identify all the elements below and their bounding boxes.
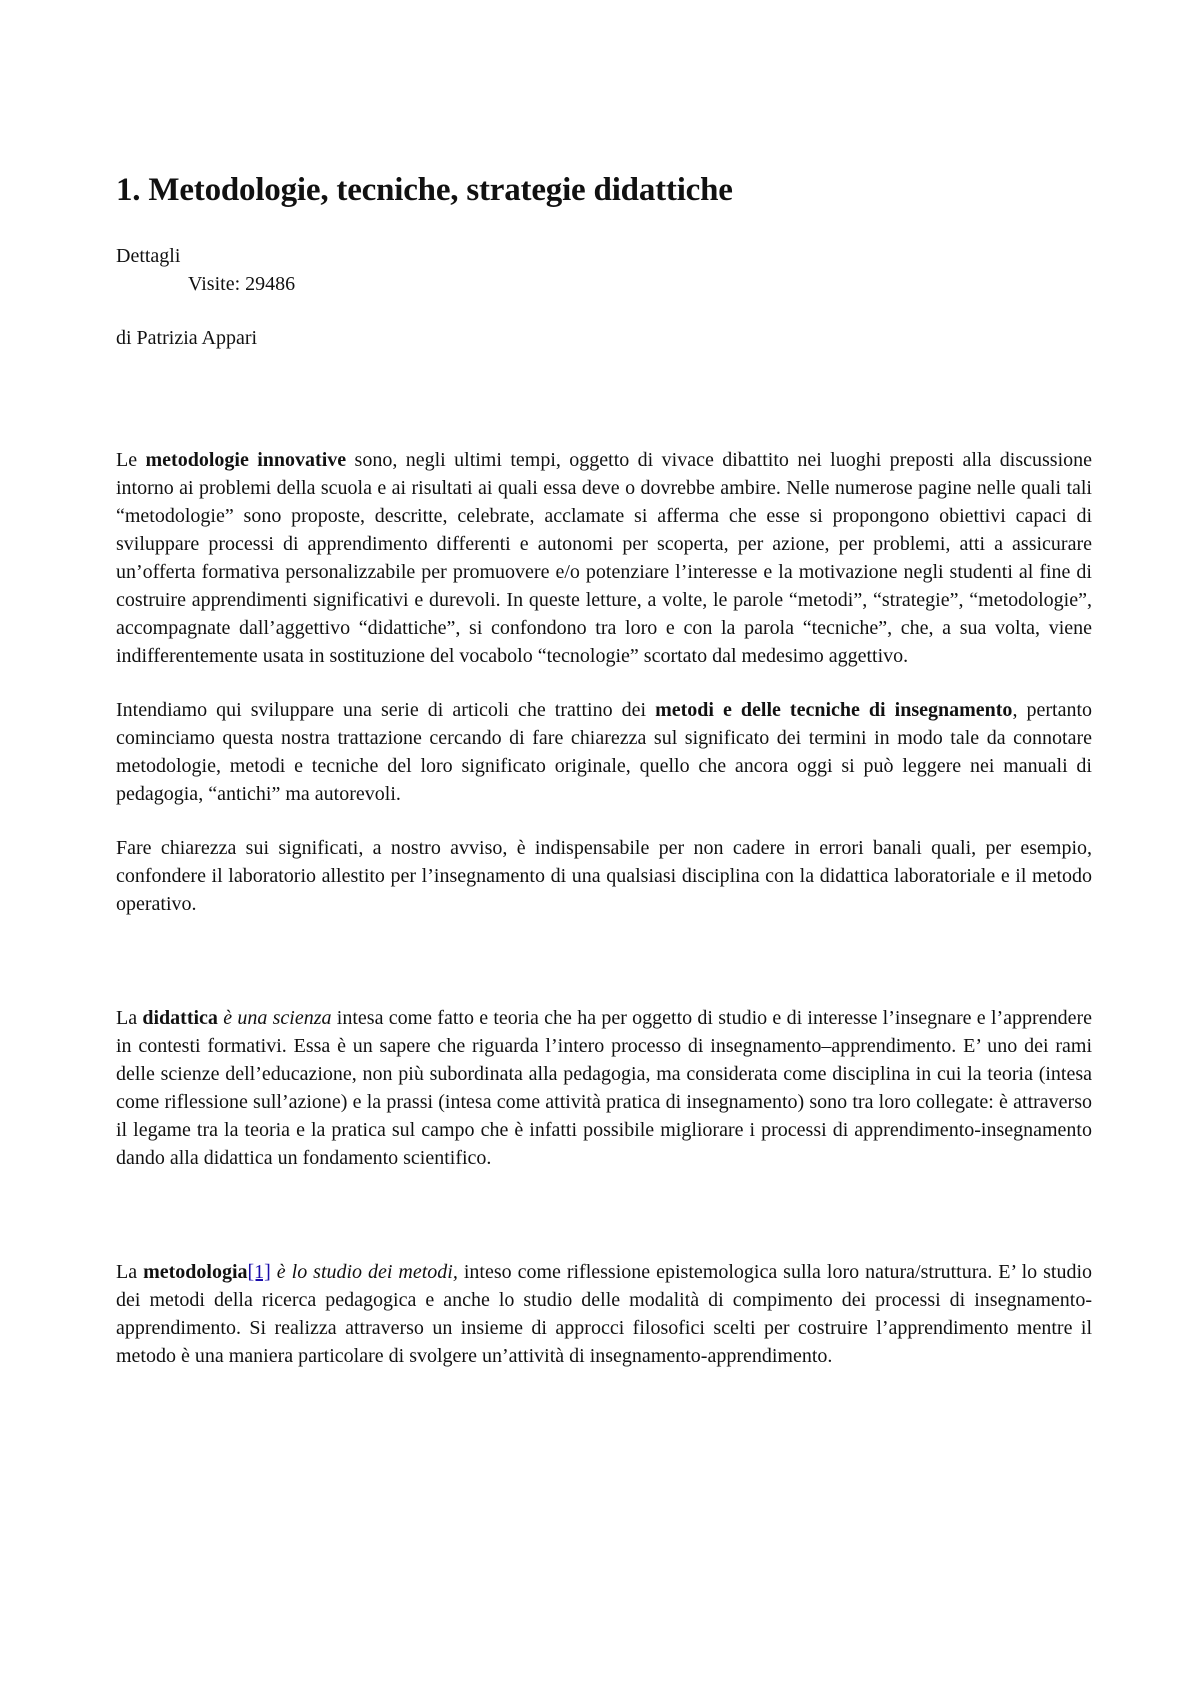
p5-bold-term xyxy=(143,1261,271,1283)
p1-bold-term: metodologie innovative xyxy=(145,449,347,471)
p4-bold-term: didattica xyxy=(142,1007,218,1029)
p5-bold-word: metodologia xyxy=(143,1261,248,1283)
footnote-link[interactable]: [1] xyxy=(247,1261,271,1283)
p1-text-start: Le xyxy=(116,449,146,471)
p5-text-rest: inteso come riflessione epistemologica sulla loro natura/struttura. E’ lo studio dei metodi della ricerca pedagogica e anche lo studio delle modalità di compimento dei processi di insegnamento-apprendimento. Si realizza attraverso un insieme di approcci filosofici scelti per costruire l’apprendimento mentre il metodo è una maniera particolare di svolgere un’attività di insegnamento-apprendimento. xyxy=(116,1261,1092,1367)
p2-bold-term: metodi e delle tecniche di insegnamento xyxy=(655,699,1013,721)
details-label: Dettagli xyxy=(116,245,181,267)
article-title: 1. Metodologie, tecniche, strategie didattiche xyxy=(116,172,733,208)
p4-text-rest: intesa come fatto e teoria che ha per oggetto di studio e di interesse l’insegnare e l’apprendere in contesti formativi. Essa è un sapere che riguarda l’intero processo di insegnamento–apprendimento. E’ uno dei rami delle scienze dell’educazione, non più subordinata alla pedagogia, ma considerata come disciplina in cui la teoria (intesa come riflessione sull’azione) e la prassi (intesa come attività pratica di insegnamento) sono tra loro collegate: è attraverso il legame tra la teoria e la pratica sul campo che è infatti possibile migliorare i processi di apprendimento-insegnamento dando alla didattica un fondamento scientifico. xyxy=(116,1007,1092,1169)
visits-count: Visite: 29486 xyxy=(188,273,296,295)
paragraph-fare-chiarezza: Fare chiarezza sui significati, a nostro avviso, è indispensabile per non cadere in errori banali quali, per esempio, confondere il laboratorio allestito per l’insegnamento di una qualsiasi disciplina con la didattica laboratoriale e il metodo operativo. xyxy=(116,837,1092,915)
p5-text-start: La xyxy=(116,1261,144,1283)
paragraph-didattica xyxy=(116,1004,1092,1172)
paragraph-metodologie-innovative xyxy=(116,446,1092,670)
p2-text-start: Intendiamo qui sviluppare una serie di articoli che trattino dei xyxy=(116,699,656,721)
paragraph-intendiamo xyxy=(116,696,1092,808)
p4-italic-phrase: è una scienza xyxy=(217,1007,332,1029)
paragraph-metodologia xyxy=(116,1258,1092,1370)
article-author: di Patrizia Appari xyxy=(116,327,258,349)
p4-text-start: La xyxy=(116,1007,143,1029)
p2-text-rest: , pertanto cominciamo questa nostra trattazione cercando di fare chiarezza sul significato dei termini in modo tale da connotare metodologie, metodi e tecniche del loro significato originale, quello che ancora oggi si può leggere nei manuali di pedagogia, “antichi” ma autorevoli. xyxy=(116,699,1092,805)
article-details xyxy=(116,242,1092,298)
p5-italic-phrase: è lo studio dei metodi, xyxy=(270,1261,458,1283)
article-body xyxy=(116,170,1092,1370)
p1-text-rest: sono, negli ultimi tempi, oggetto di vivace dibattito nei luoghi preposti alla discussione intorno ai problemi della scuola e ai risultati ai quali essa deve o dovrebbe ambire. Nelle numerose pagine nelle quali tali “metodologie” sono proposte, descritte, celebrate, acclamate si afferma che esse si propongono obiettivi capaci di sviluppare processi di apprendimento differenti e autonomi per scoperta, per azione, per problemi, atti a assicurare un’offerta formativa personalizzabile per promuovere e/o potenziare l’interesse e la motivazione negli studenti al fine di costruire apprendimenti significativi e durevoli. In queste letture, a volte, le parole “metodi”, “strategie”, “metodologie”, accompagnate dall’aggettivo “didattiche”, si confondono tra loro e con la parola “tecniche”, che, a sua volta, viene indifferentemente usata in sostituzione del vocabolo “tecnologie” scortato dal medesimo aggettivo. xyxy=(116,449,1093,667)
